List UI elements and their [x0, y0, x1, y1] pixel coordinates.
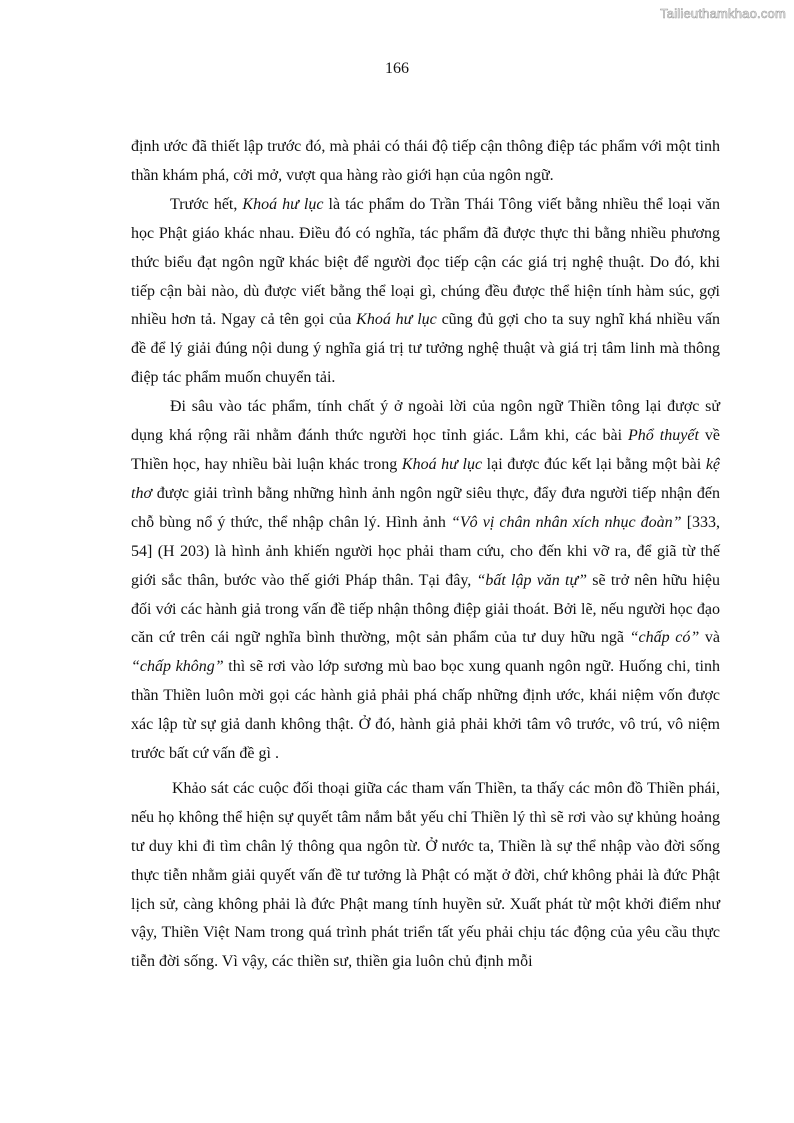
text-run: về Thiền học, hay nhiều bài luận khác trong [131, 427, 720, 473]
text-run: [333, 54] (H 203) là hình ảnh khiến người học phải tham cứu, cho đến khi vỡ ra, để giã từ thế giới sắc thân, bước vào thế giới Pháp thân. Tại đây, [131, 513, 721, 589]
italic-text: “bất lập văn tự” [476, 571, 588, 589]
body-text [131, 133, 720, 977]
text-run: sẽ trở nên hữu hiệu đối với các hành giả trong vấn đề tiếp nhận thông điệp giải thoát. Bởi lẽ, nếu người học đạo căn cứ trên cái ngữ nghĩa bình thường, một sản phẩm của tư duy hữu ngã [131, 571, 720, 647]
italic-text: “chấp có” [629, 629, 700, 647]
italic-text: kệ thơ [131, 455, 721, 502]
paragraph-1 [131, 133, 720, 191]
paragraph-4 [131, 775, 720, 977]
text-run: Khảo sát các cuộc đối thoại giữa các tham vấn Thiền, ta thấy các môn đồ Thiền phái, nếu họ không thể hiện sự quyết tâm nắm bắt yếu chỉ Thiền lý thì sẽ rơi vào sự khủng hoảng tư duy khi đi tìm chân lý thông qua ngôn từ. Ở nước ta, Thiền là sự thể nhập vào đời sống thực tiễn nhằm giải quyết vấn đề tư tưởng là Phật có mặt ở đời, chứ không phải là đức Phật lịch sử, càng không phải là đức Phật mang tính huyền sử. Xuất phát từ một khởi điểm như vậy, Thiền Việt Nam trong quá trình phát triển tất yếu phải chịu tác động của yêu cầu thực tiễn đời sống. Vì vậy, các thiền sư, thiền gia luôn chủ định mỗi [131, 779, 720, 971]
text-run: cũng đủ gợi cho ta suy nghĩ khá nhiều vấn đề để lý giải đúng nội dung ý nghĩa giá trị tư tưởng nghệ thuật và giá trị tâm linh mà thông điệp tác phẩm muốn chuyển tải. [131, 311, 721, 387]
italic-text: “chấp không” [131, 658, 224, 676]
italic-text: “Vô vị chân nhân xích nhục đoàn” [450, 513, 682, 531]
text-run: Đi sâu vào tác phẩm, tính chất ý ở ngoài lời của ngôn ngữ Thiền tông lại được sử dụng khá rộng rãi nhằm đánh thức người học tỉnh giác. Lắm khi, các bài [131, 398, 720, 445]
paragraph-3 [131, 393, 720, 769]
text-run: là tác phẩm do Trần Thái Tông viết bằng nhiều thể loại văn học Phật giáo khác nhau. Điều đó có nghĩa, tác phẩm đã được thực thi bằng nhiều phương thức biểu đạt ngôn ngữ khác biệt để người đọc tiếp cận các giá trị nghệ thuật. Do đó, khi tiếp cận bài nào, dù được viết bằng thể loại gì, chúng đều được thể hiện tính hàm súc, gợi nhiều hơn tả. Ngay cả tên gọi của [131, 195, 720, 329]
text-run: và [699, 629, 721, 647]
italic-text: Khoá hư lục [356, 311, 437, 329]
watermark: Tailieuthamkhao.com [660, 6, 786, 21]
italic-text: Phổ thuyết [628, 427, 699, 445]
italic-text: Khoá hư lục [242, 195, 324, 213]
text-run: lại được đúc kết lại bằng một bài [482, 455, 706, 473]
text-run: Trước hết, [170, 195, 243, 213]
paragraph-2 [131, 191, 720, 393]
text-run: thì sẽ rơi vào lớp sương mù bao bọc xung quanh ngôn ngữ. Huống chi, tinh thần Thiền luôn mời gọi các hành giả phải phá chấp những định ước, khái niệm vốn được xác lập từ sự giả danh không thật. Ở đó, hành giả phải khởi tâm vô trước, vô trú, vô niệm trước bất cứ vấn đề gì . [131, 658, 721, 763]
italic-text: Khoá hư lục [401, 455, 483, 473]
page-number: 166 [385, 60, 409, 77]
text-run: định ước đã thiết lập trước đó, mà phải có thái độ tiếp cận thông điệp tác phẩm với một tinh thần khám phá, cởi mở, vượt qua hàng rào giới hạn của ngôn ngữ. [131, 138, 720, 184]
text-run: được giải trình bằng những hình ảnh ngôn ngữ siêu thực, đẩy đưa người tiếp nhận đến chỗ bùng nổ ý thức, thể nhập chân lý. Hình ảnh [131, 484, 720, 531]
